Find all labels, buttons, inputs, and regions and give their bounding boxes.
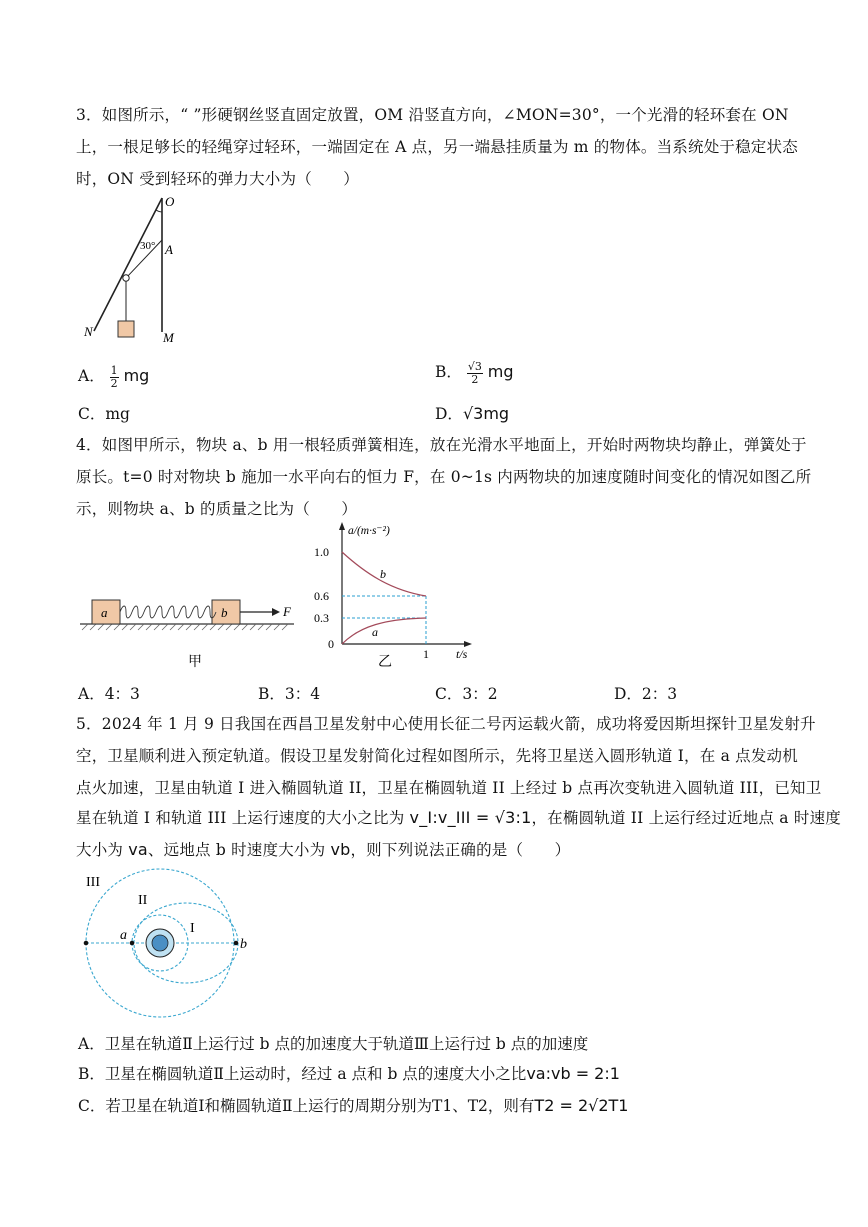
q3-figure — [78, 192, 188, 352]
q3-option-A[interactable]: A． $\frac{1}{2}$ mg — [78, 363, 150, 390]
spring — [120, 606, 216, 618]
q3-option-D[interactable]: D．√3mg — [435, 404, 510, 423]
hanging-block — [118, 321, 134, 337]
q4-figure-yi — [310, 518, 480, 670]
period-formula: T2 = 2√2T1 — [534, 1096, 629, 1115]
label-curve-a: a — [372, 625, 378, 639]
option-letter: B． — [435, 363, 462, 381]
q4-option-D[interactable]: D．2：3 — [614, 685, 678, 703]
q3-stem-line-2: 上，一根足够长的轻绳穿过轻环，一端固定在 A 点，另一端悬挂质量为 m 的物体。当系统处于稳定状态 — [76, 138, 798, 156]
point-a — [130, 941, 135, 946]
x-label: t/s — [456, 647, 468, 661]
curve-a — [342, 618, 426, 644]
angle-arc — [156, 210, 162, 212]
ytick-0.6: 0.6 — [314, 589, 329, 603]
point-left — [84, 941, 89, 946]
guide-lines — [342, 596, 426, 644]
q3-option-B[interactable]: B． $\frac{√3}{2}$ mg — [435, 359, 514, 386]
label-F: F — [283, 604, 291, 619]
label-O: O — [165, 194, 175, 209]
q5-stem-line-1: 5．2024 年 1 月 9 日我国在西昌卫星发射中心使用长征二号丙运载火箭，成功将爱因斯坦探针卫星发射升 — [76, 715, 816, 733]
q4-stem-line-2: 原长。t=0 时对物块 b 施加一水平向右的恒力 F，在 0~1s 内两物块的加速度随时间变化的情况如图乙所 — [76, 468, 812, 486]
earth-inner — [152, 935, 168, 951]
label-a: a — [120, 928, 127, 943]
label-II: II — [138, 893, 148, 908]
q5-stem-line-2: 空，卫星顺利进入预定轨道。假设卫星发射简化过程如图所示，先将卫星送入圆形轨道 I，在 a 点发动机 — [76, 747, 798, 765]
y-arrow — [339, 522, 345, 530]
label-curve-b: b — [380, 567, 386, 581]
xtick-1: 1 — [423, 647, 429, 661]
fraction: $\frac{√3}{2}$ — [467, 359, 482, 386]
caption-jia: 甲 — [188, 655, 202, 668]
q5-stem-line-4: 星在轨道 I 和轨道 III 上运行速度的大小之比为 v_I:v_III = √3:1，在椭圆轨道 II 上运行经过近地点 a 时速度 — [76, 808, 841, 827]
q4-stem-line-1: 4．如图甲所示，物块 a、b 用一根轻质弹簧相连，放在光滑水平地面上，开始时两物块均静止，弹簧处于 — [76, 436, 807, 454]
point-b — [234, 941, 239, 946]
q4-option-C[interactable]: C．3：2 — [435, 685, 498, 703]
symbol-vb: vb — [330, 840, 351, 859]
q4-stem-line-3: 示，则物块 a、b 的质量之比为（ ） — [76, 500, 358, 518]
speed-ratio-formula: va:vb = 2:1 — [526, 1064, 620, 1083]
q4-option-B[interactable]: B．3：4 — [258, 685, 321, 703]
label-A: A — [165, 242, 173, 257]
caption-yi: 乙 — [378, 655, 392, 670]
label-b: b — [221, 605, 228, 620]
label-b: b — [240, 937, 247, 952]
option-letter: A． — [78, 367, 105, 385]
q5-option-C[interactable]: C．若卫星在轨道Ⅰ和椭圆轨道Ⅱ上运行的周期分别为T1、T2，则有T2 = 2√2T1 — [78, 1096, 629, 1115]
q4-option-A[interactable]: A．4：3 — [78, 685, 140, 703]
q5-stem-line-5: 大小为 va、远地点 b 时速度大小为 vb，则下列说法正确的是（ ） — [76, 840, 571, 859]
ring — [123, 275, 129, 281]
q3-stem-line-1: 3．如图所示，“ ”形硬钢丝竖直固定放置，OM 沿竖直方向，∠MON=30°，一个光滑的轻环套在 ON — [76, 106, 789, 124]
q5-option-A[interactable]: A．卫星在轨道Ⅱ上运行过 b 点的加速度大于轨道Ⅲ上运行过 b 点的加速度 — [78, 1035, 589, 1053]
velocity-ratio-formula: v_I:v_III = √3:1 — [409, 808, 532, 827]
label-angle: 30° — [140, 240, 156, 252]
fraction: $\frac{1}{2}$ — [110, 363, 118, 390]
y-label: a/(m·s⁻²) — [348, 525, 390, 537]
ground-hatch — [82, 624, 288, 630]
label-III: III — [86, 875, 100, 890]
ytick-0.3: 0.3 — [314, 611, 329, 625]
ytick-0: 0 — [328, 637, 334, 651]
symbol-va: va — [128, 840, 148, 859]
option-letter: D． — [435, 405, 463, 423]
q3-stem-line-3: 时，ON 受到轻环的弹力大小为（ ） — [76, 170, 359, 188]
q5-stem-line-3: 点火加速，卫星由轨道 I 进入椭圆轨道 II，卫星在椭圆轨道 II 上经过 b 点再次变轨进入圆轨道 III，已知卫 — [76, 779, 822, 797]
wire-ON — [94, 198, 162, 331]
ytick-1.0: 1.0 — [314, 545, 329, 559]
label-I: I — [190, 921, 195, 936]
arrow-head — [272, 608, 280, 616]
label-N: N — [84, 324, 93, 339]
q3-option-C[interactable]: C．mg — [78, 405, 130, 423]
q4-figure-jia — [80, 588, 300, 668]
q5-option-B[interactable]: B．卫星在椭圆轨道Ⅱ上运动时，经过 a 点和 b 点的速度大小之比va:vb = 2:1 — [78, 1064, 620, 1083]
label-a: a — [101, 605, 108, 620]
q5-orbit-figure — [80, 868, 260, 1018]
label-M: M — [163, 330, 174, 345]
